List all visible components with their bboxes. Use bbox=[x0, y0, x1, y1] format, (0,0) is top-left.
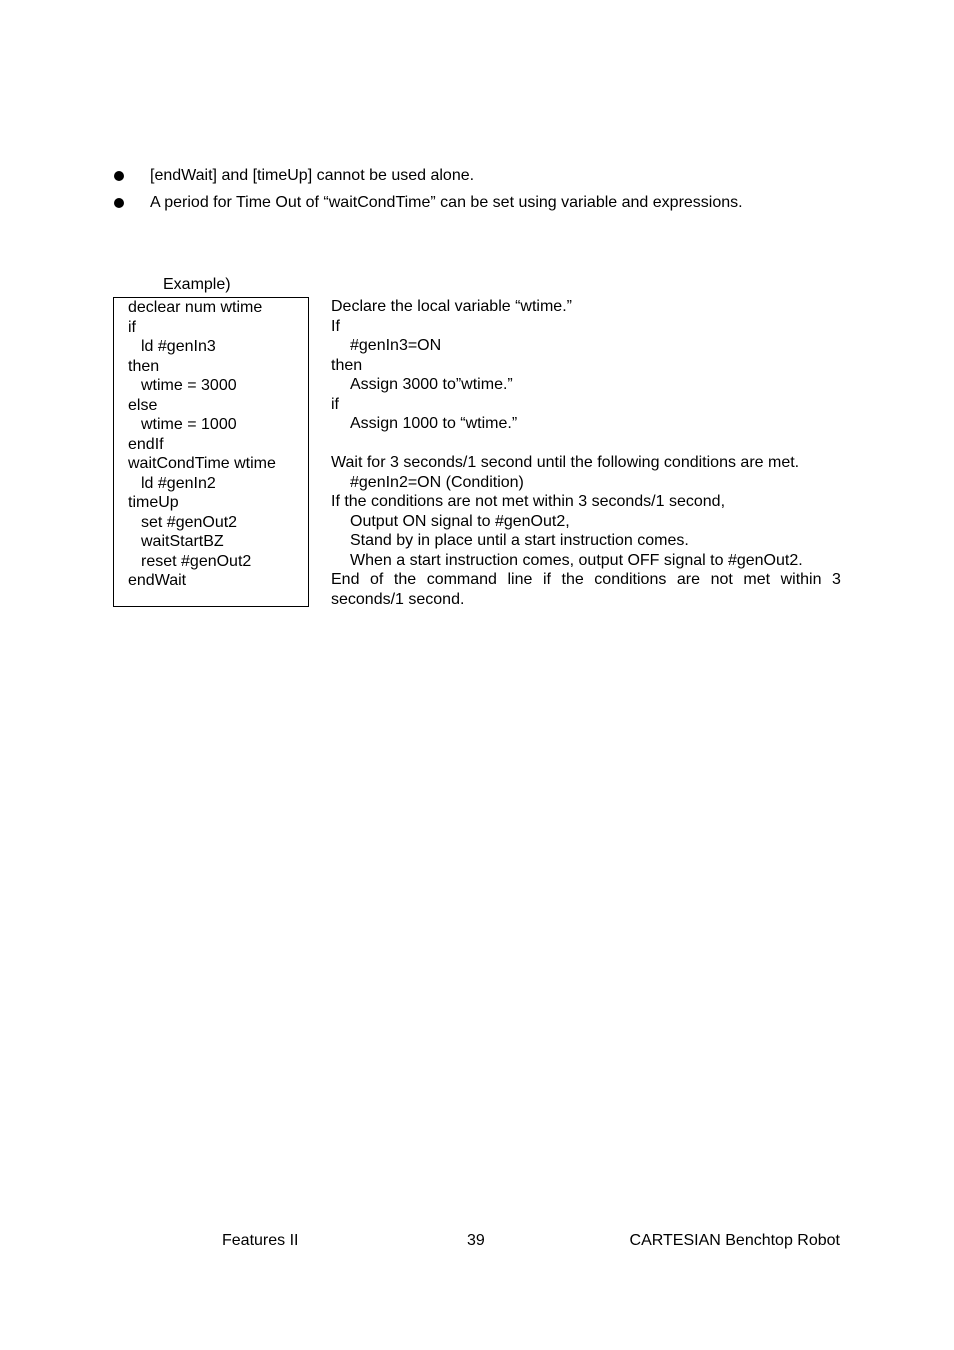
bullet-dot-icon bbox=[114, 171, 124, 181]
desc-line-blank bbox=[331, 434, 841, 454]
code-line: then bbox=[128, 357, 160, 375]
desc-line: Assign 1000 to “wtime.” bbox=[350, 415, 518, 432]
justified-word: command bbox=[426, 571, 497, 588]
code-line: ld #genIn2 bbox=[141, 474, 216, 492]
justified-word: conditions bbox=[594, 571, 667, 588]
desc-line: #genIn2=ON (Condition) bbox=[350, 473, 524, 491]
desc-line: When a start instruction comes, output OFF signal to #genOut2. bbox=[350, 551, 803, 569]
code-line: endWait bbox=[128, 572, 187, 589]
code-line: timeUp bbox=[128, 494, 179, 511]
code-line: declear num wtime bbox=[128, 299, 263, 316]
justified-word: met bbox=[743, 571, 771, 588]
desc-line: Output ON signal to #genOut2, bbox=[350, 512, 570, 530]
justified-word: of bbox=[370, 571, 384, 588]
desc-line: If bbox=[331, 317, 340, 335]
code-line: endIf bbox=[128, 435, 164, 453]
code-line: reset #genOut2 bbox=[141, 552, 252, 570]
code-line: if bbox=[128, 318, 136, 336]
code-description bbox=[331, 297, 841, 609]
desc-line: Assign 3000 to”wtime.” bbox=[350, 376, 513, 393]
bullet-text: [endWait] and [timeUp] cannot be used alone. bbox=[150, 167, 475, 184]
code-example-box bbox=[113, 297, 309, 607]
desc-line: if bbox=[331, 395, 339, 413]
code-line: waitCondTime wtime bbox=[128, 455, 276, 472]
desc-line: then bbox=[331, 356, 363, 374]
bullet-text: A period for Time Out of “waitCondTime” can be set using variable and expressions. bbox=[150, 194, 743, 211]
desc-line: seconds/1 second. bbox=[331, 590, 465, 608]
bullet-dot-icon bbox=[114, 198, 124, 208]
bullet-list bbox=[112, 166, 872, 220]
desc-line-justified bbox=[331, 570, 841, 590]
desc-line: Wait for 3 seconds/1 second until the following conditions are met. bbox=[331, 454, 800, 471]
footer-product-name: CARTESIAN Benchtop Robot bbox=[629, 1232, 840, 1249]
desc-line: If the conditions are not met within 3 seconds/1 second, bbox=[331, 493, 726, 510]
code-line: ld #genIn3 bbox=[141, 338, 216, 355]
example-label: Example) bbox=[163, 276, 231, 293]
justified-word: within bbox=[780, 571, 822, 588]
justified-word: 3 bbox=[832, 571, 841, 588]
desc-line: Stand by in place until a start instruction comes. bbox=[350, 532, 689, 549]
code-line: waitStartBZ bbox=[141, 533, 224, 550]
code-line: wtime = 1000 bbox=[141, 416, 237, 433]
code-line: else bbox=[128, 396, 158, 414]
footer-section-title: Features II bbox=[222, 1232, 299, 1249]
justified-word: are bbox=[676, 571, 701, 588]
justified-word: the bbox=[561, 571, 584, 588]
code-line: wtime = 3000 bbox=[141, 377, 237, 394]
desc-line: #genIn3=ON bbox=[350, 337, 442, 354]
bullet-item bbox=[112, 193, 872, 220]
code-line: set #genOut2 bbox=[141, 513, 238, 531]
justified-word: End bbox=[331, 571, 360, 588]
justified-word: not bbox=[710, 571, 733, 588]
bullet-item bbox=[112, 166, 872, 193]
footer-page-number: 39 bbox=[467, 1232, 485, 1249]
justified-word: the bbox=[393, 571, 417, 588]
justified-word: if bbox=[542, 571, 551, 588]
desc-line: Declare the local variable “wtime.” bbox=[331, 298, 572, 315]
justified-word: line bbox=[507, 571, 533, 588]
